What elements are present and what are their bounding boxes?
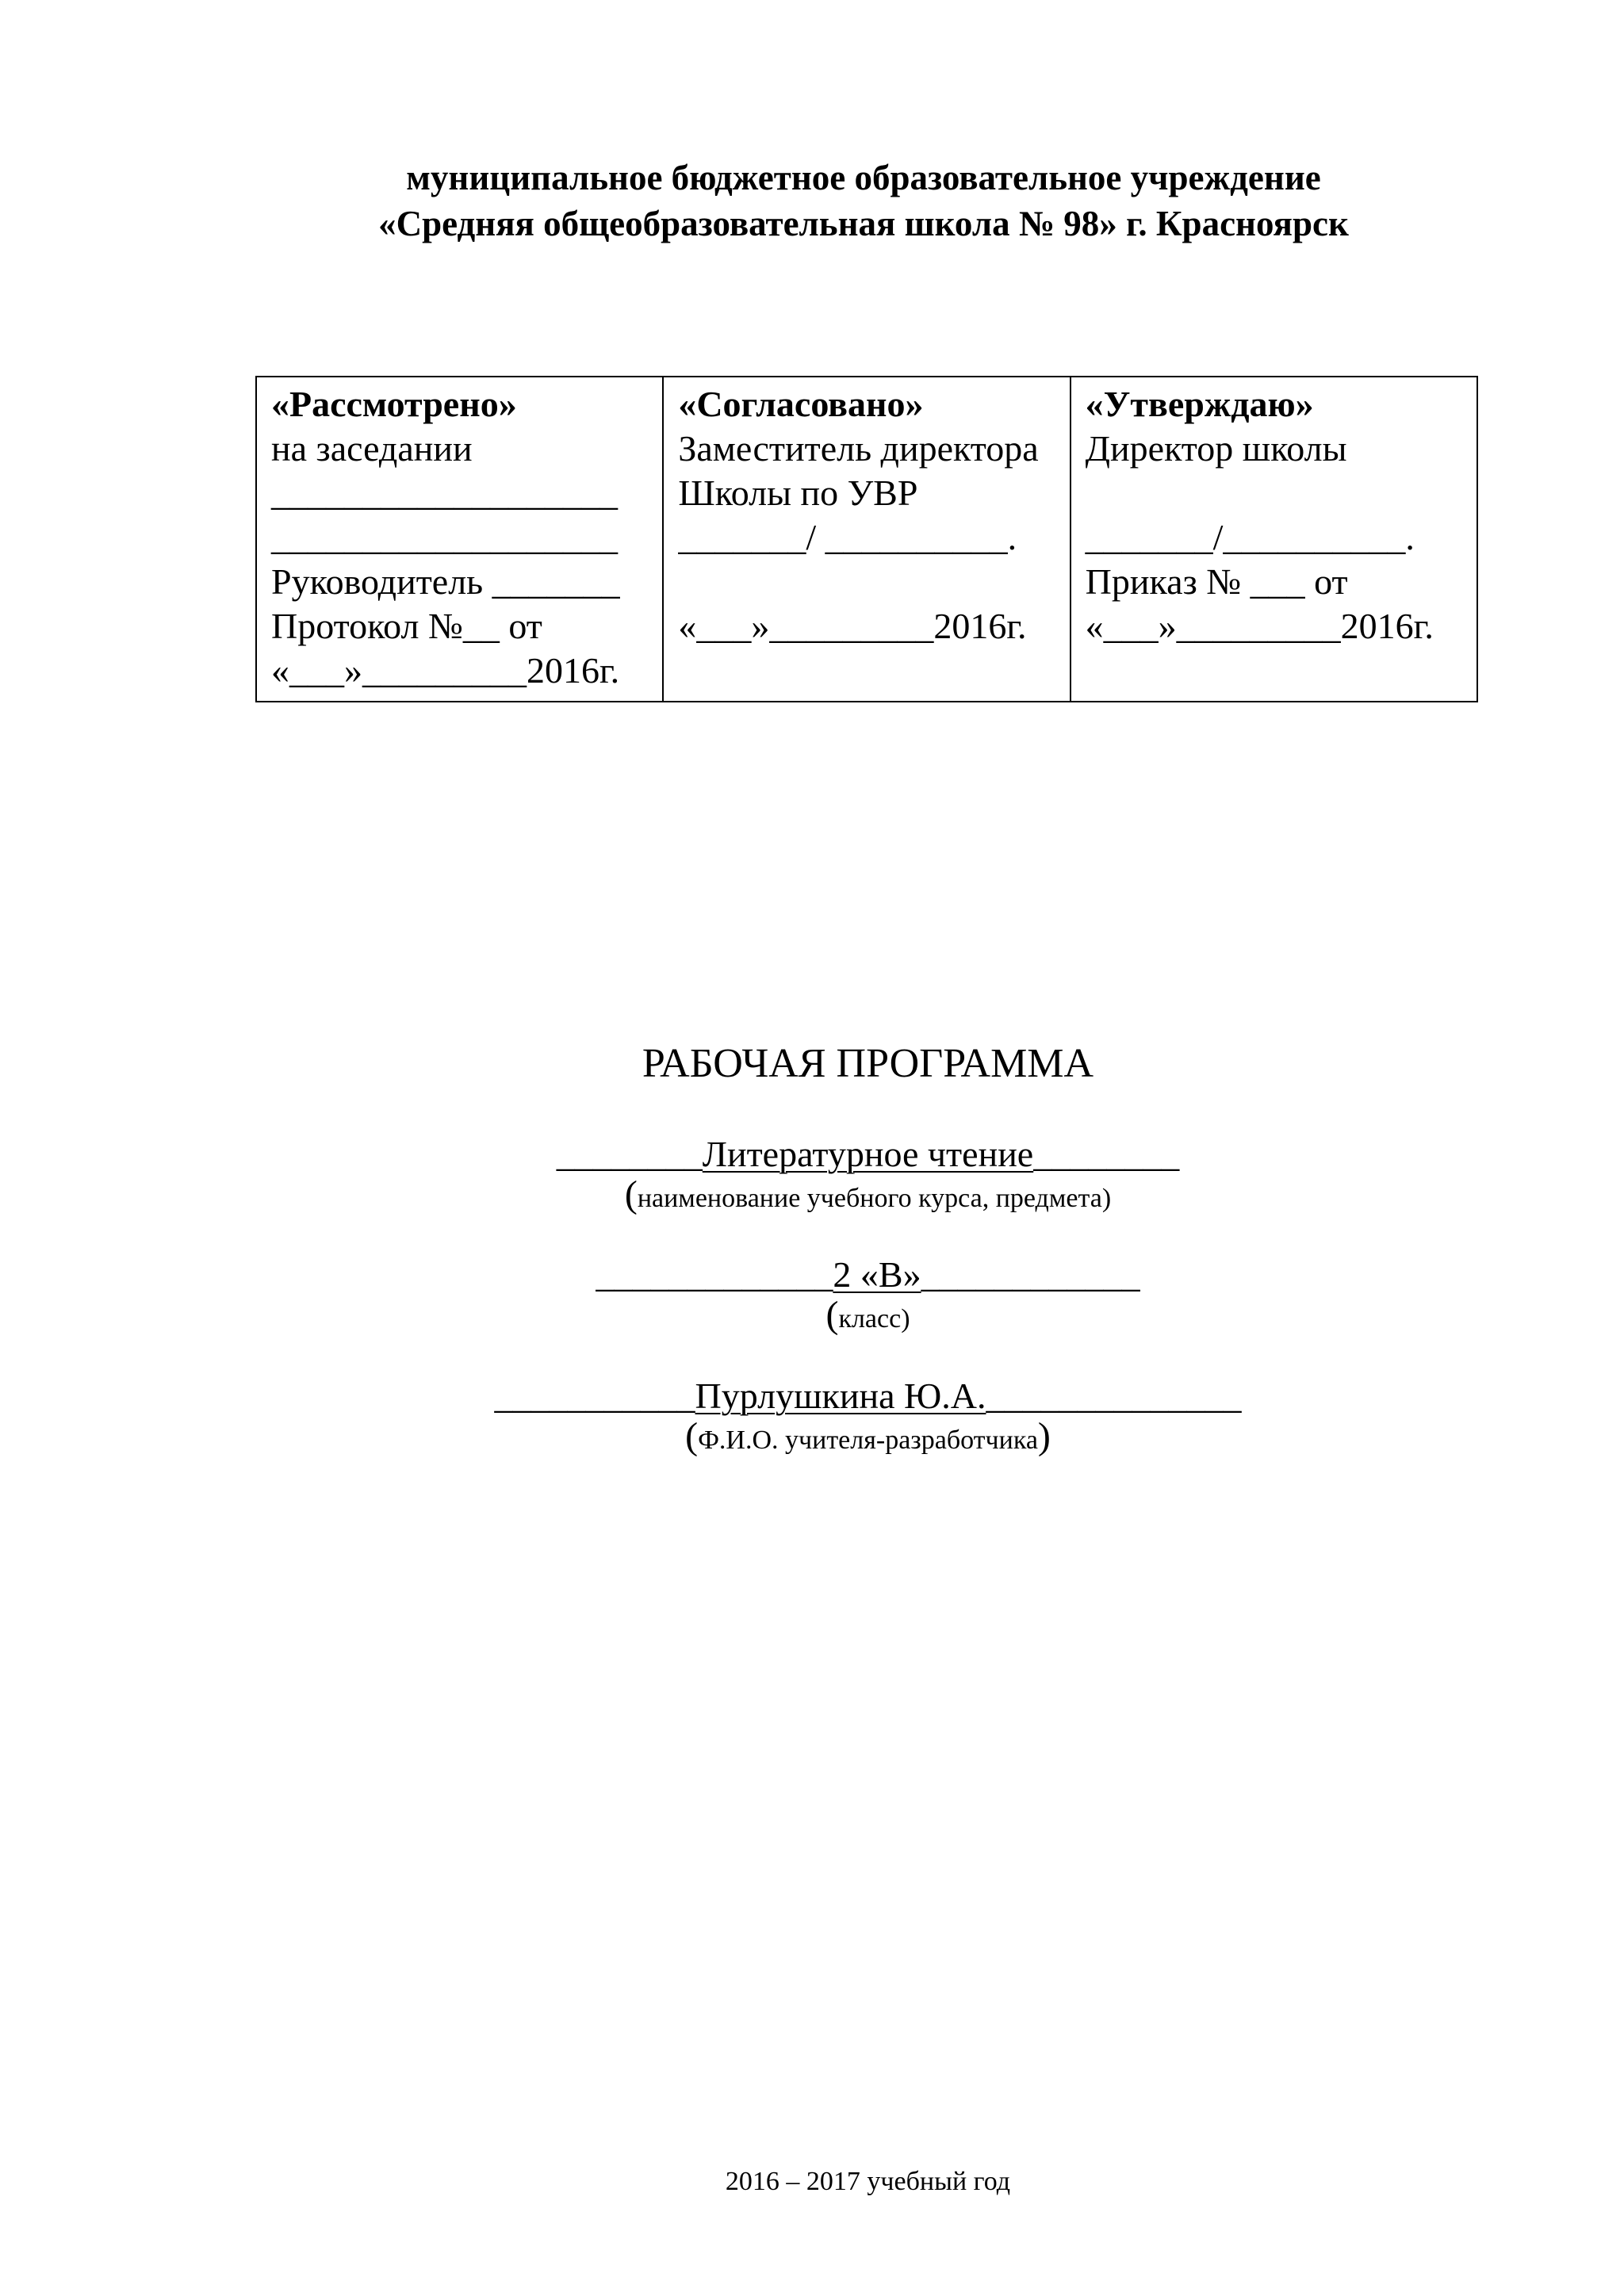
- approval-line: «___»_________2016г.: [271, 650, 620, 691]
- approval-cell-approved: [1071, 377, 1477, 702]
- approval-line: ___________________: [271, 473, 618, 513]
- subject-prefix-line: ________: [556, 1134, 703, 1174]
- approval-line: Протокол №__ от: [271, 606, 542, 646]
- approval-cell-reviewed: [256, 377, 663, 702]
- approval-line: [678, 560, 1061, 604]
- approval-row: [256, 377, 1477, 702]
- class-caption: класс): [838, 1304, 910, 1334]
- teacher-suffix-line: ______________: [986, 1376, 1242, 1416]
- teacher-field: [0, 1374, 1624, 1459]
- approval-line: Директор школы: [1085, 428, 1347, 469]
- approval-title-agreed: «Согласовано»: [678, 384, 924, 424]
- subject-value: Литературное чтение: [702, 1134, 1034, 1174]
- subject-suffix-line: ________: [1033, 1134, 1180, 1174]
- approval-line: Руководитель _______: [271, 561, 620, 602]
- approval-line: Заместитель директора: [678, 428, 1039, 469]
- approval-line: _______/__________.: [1085, 517, 1415, 557]
- class-field: [0, 1253, 1624, 1337]
- approval-line: Школы по УВР: [678, 473, 918, 513]
- academic-year: 2016 – 2017 учебный год: [725, 2167, 1011, 2196]
- subject-field: [0, 1132, 1624, 1217]
- subject-caption-open: (: [624, 1173, 638, 1215]
- teacher-prefix-line: ___________: [494, 1376, 695, 1416]
- approval-title-approved: «Утверждаю»: [1085, 384, 1314, 424]
- school-header: [0, 155, 1624, 247]
- approval-cell-agreed: [663, 377, 1070, 702]
- teacher-caption: Ф.И.О. учителя-разработчика: [698, 1425, 1038, 1455]
- approval-line: ___________________: [271, 517, 618, 557]
- class-caption-open: (: [825, 1294, 839, 1336]
- approval-line: «___»_________2016г.: [678, 606, 1027, 646]
- program-title: РАБОЧАЯ ПРОГРАММА: [642, 1041, 1094, 1086]
- class-suffix-line: ____________: [921, 1254, 1140, 1295]
- subject-caption: наименование учебного курса, предмета): [637, 1184, 1112, 1213]
- teacher-caption-close: ): [1037, 1415, 1051, 1457]
- approval-line: на заседании: [271, 428, 473, 469]
- class-prefix-line: _____________: [596, 1254, 833, 1295]
- teacher-caption-open: (: [685, 1415, 699, 1457]
- school-header-line-1: муниципальное бюджетное образовательное учреждение: [406, 158, 1321, 197]
- approval-table: [255, 376, 1478, 702]
- approval-line: [1086, 471, 1469, 515]
- approval-line: Приказ № ___ от: [1085, 561, 1348, 602]
- class-value: 2 «В»: [833, 1254, 921, 1295]
- approval-line: «___»_________2016г.: [1085, 606, 1434, 646]
- teacher-value: Пурлушкина Ю.А.: [695, 1376, 986, 1416]
- approval-title-reviewed: «Рассмотрено»: [271, 384, 517, 424]
- school-header-line-2: «Средняя общеобразовательная школа № 98» г. Красноярск: [378, 204, 1349, 243]
- approval-line: _______/ __________.: [678, 517, 1017, 557]
